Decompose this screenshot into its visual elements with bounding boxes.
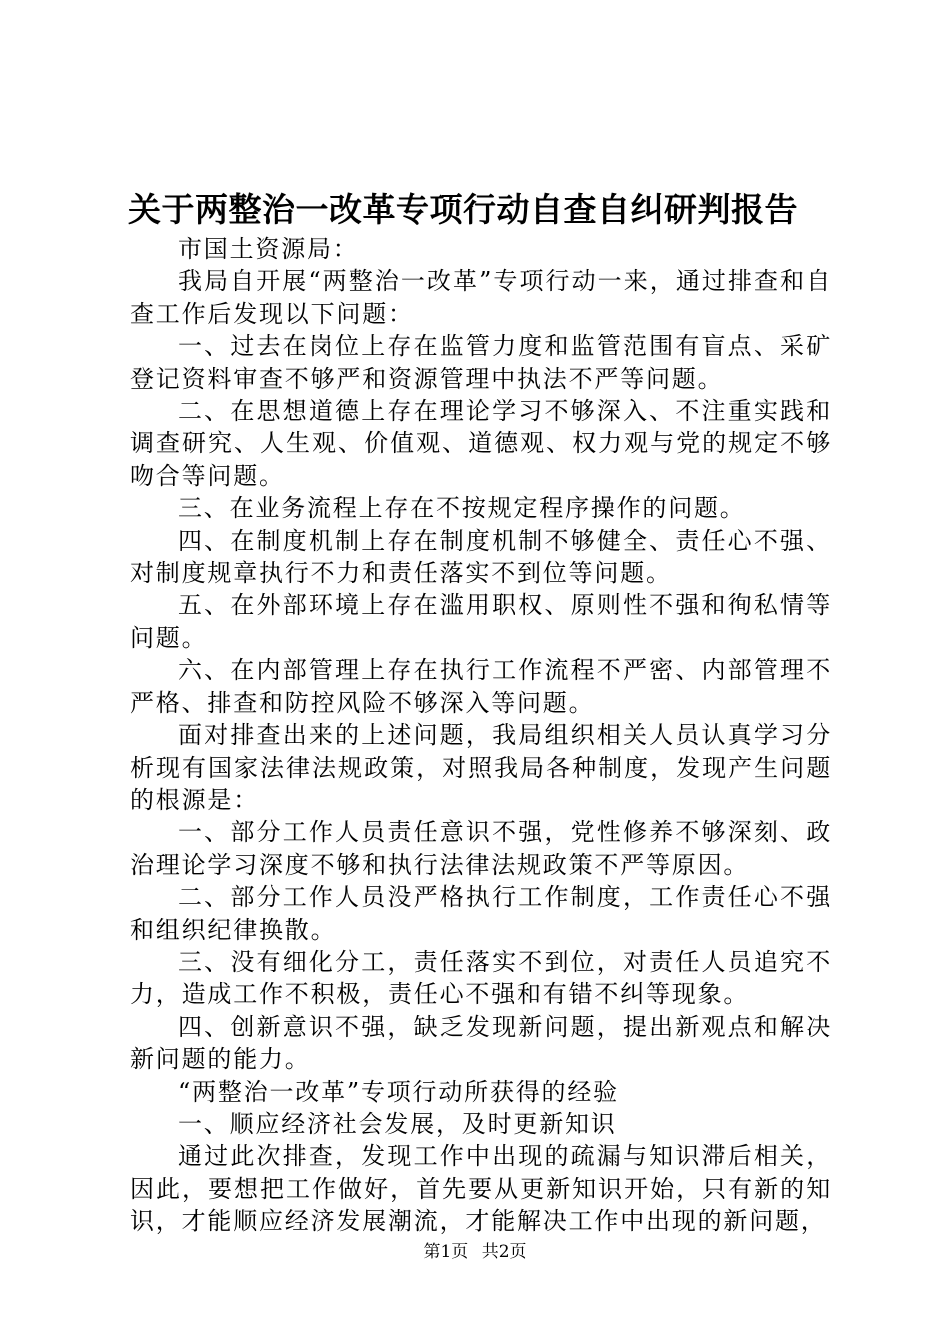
root-cause-item-2: 二、部分工作人员没严格执行工作制度，工作责任心不强和组织纪律换散。 xyxy=(130,883,832,944)
experience-item-1-heading: 一、顺应经济社会发展，及时更新知识 xyxy=(178,1109,617,1138)
problem-item-1: 一、过去在岗位上存在监管力度和监管范围有盲点、采矿登记资料审查不够严和资源管理中执法不严等问题。 xyxy=(130,332,832,393)
problem-item-6: 六、在内部管理上存在执行工作流程不严密、内部管理不严格、排查和防控风险不够深入等问题。 xyxy=(130,656,832,717)
problem-item-3: 三、在业务流程上存在不按规定程序操作的问题。 xyxy=(178,494,746,523)
intro-paragraph: 我局自开展“两整治一改革”专项行动一来，通过排查和自查工作后发现以下问题： xyxy=(130,267,832,328)
experience-item-1-body: 通过此次排查，发现工作中出现的疏漏与知识滞后相关，因此，要想把工作做好，首先要从更新知识开始，只有新的知识，才能顺应经济发展潮流，才能解决工作中出现的新问题， xyxy=(130,1142,832,1236)
root-cause-intro: 面对排查出来的上述问题，我局组织相关人员认真学习分析现有国家法律法规政策，对照我局各种制度，发现产生问题的根源是： xyxy=(130,721,832,814)
problem-item-4: 四、在制度机制上存在制度机制不够健全、责任心不强、对制度规章执行不力和责任落实不到位等问题。 xyxy=(130,526,832,588)
root-cause-item-4: 四、创新意识不强，缺乏发现新问题，提出新观点和解决新问题的能力。 xyxy=(130,1012,832,1074)
document-title: 关于两整治一改革专项行动自查自纠研判报告 xyxy=(128,190,798,229)
root-cause-item-3: 三、没有细化分工，责任落实不到位，对责任人员追究不力，造成工作不积极，责任心不强和有错不纠等现象。 xyxy=(130,947,832,1009)
root-cause-item-1: 一、部分工作人员责任意识不强，党性修养不够深刻、政治理论学习深度不够和执行法律法规政策不严等原因。 xyxy=(130,818,832,879)
experience-heading: “两整治一改革”专项行动所获得的经验 xyxy=(178,1077,619,1106)
page-total: 共2页 xyxy=(481,1242,527,1262)
salutation: 市国土资源局： xyxy=(178,235,359,263)
page-footer xyxy=(0,1240,950,1264)
document-body xyxy=(130,233,832,1238)
page-number: 第1页 xyxy=(423,1242,469,1262)
problem-item-5: 五、在外部环境上存在滥用职权、原则性不强和徇私情等问题。 xyxy=(130,591,832,652)
problem-item-2: 二、在思想道德上存在理论学习不够深入、不注重实践和调查研究、人生观、价值观、道德观、权力观与党的规定不够吻合等问题。 xyxy=(130,397,832,490)
